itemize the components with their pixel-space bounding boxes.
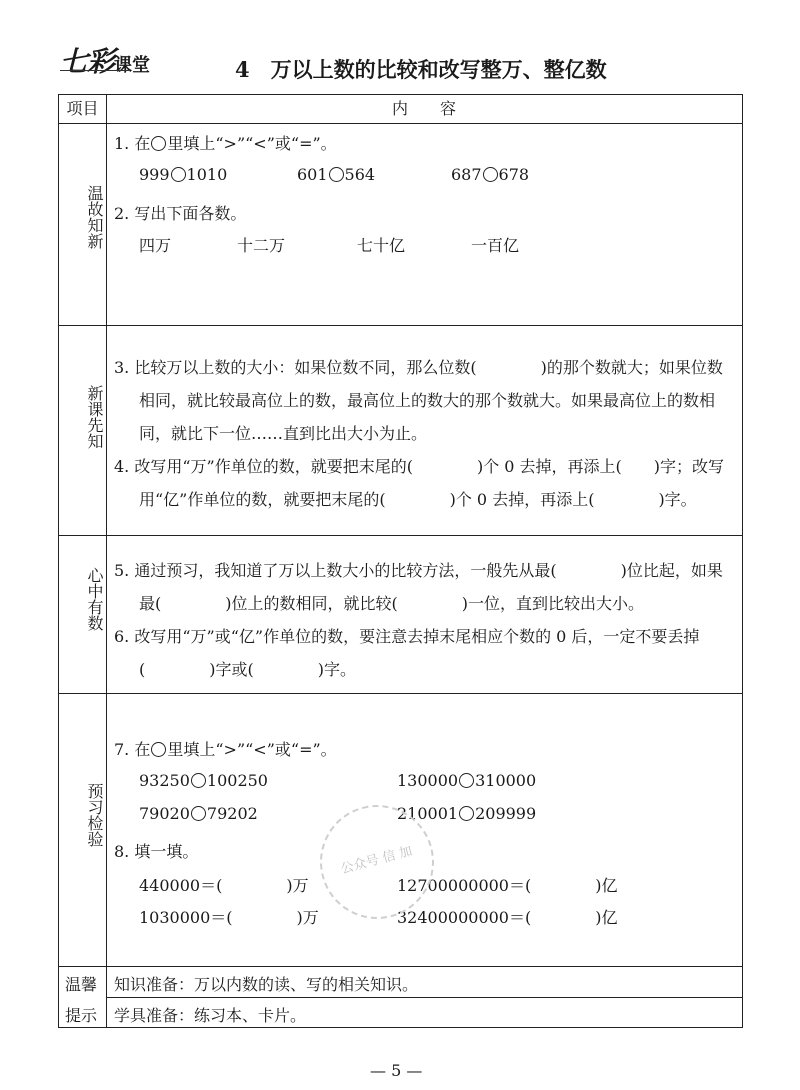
compare-item: 210001 209999 [397,804,537,823]
answer-circle-icon [191,806,206,821]
question-4-line-1: 4. 改写用“万”作单位的数，就要把末尾的( )个 0 去掉，再添上( )字；改写 [114,457,725,476]
section-label-preview: 新课先知 [85,385,104,449]
tip-divider [106,997,742,998]
answer-circle-icon [459,806,474,821]
number-word: 一百亿 [471,236,520,255]
header-content: 内 容 [391,99,456,118]
compare-item: 601 564 [297,165,376,184]
question-6-line-2: ( )字或( )字。 [139,660,356,679]
compare-item: 93250 100250 [139,771,268,790]
fill-item: 12700000000＝( )亿 [397,876,618,895]
number-word: 四万 [139,236,172,255]
section-label-review: 温故知新 [85,185,104,249]
tip-label-1: 温馨 [65,975,98,994]
answer-circle-icon [171,167,186,182]
question-2: 2. 写出下面各数。 [114,204,247,223]
tip-line-1: 知识准备：万以内数的读、写的相关知识。 [114,975,419,994]
tip-label-2: 提示 [65,1006,98,1025]
answer-circle-icon [151,742,166,757]
watermark-stamp: 公众号 信 加 [307,792,447,932]
question-7: 7. 在 里填上“>”“<”或“=”。 [114,740,337,759]
question-5-line-2: 最( )位上的数相同，就比较( )一位，直到比较出大小。 [139,594,644,613]
question-4-line-2: 用“亿”作单位的数，就要把末尾的( )个 0 去掉，再添上( )字。 [139,490,697,509]
row-divider [59,966,742,967]
compare-item: 687 678 [451,165,530,184]
compare-item: 130000 310000 [397,771,537,790]
number-word: 十二万 [237,236,286,255]
answer-circle-icon [483,167,498,182]
brand-part2: 课堂 [114,55,151,76]
fill-item: 32400000000＝( )亿 [397,908,618,927]
answer-circle-icon [151,136,166,151]
page-title: 4 万以上数的比较和改写整万、整亿数 [235,57,607,82]
compare-item: 79020 79202 [139,804,258,823]
number-word: 七十亿 [357,236,406,255]
section-label-check: 预习检验 [85,783,104,847]
brand-underline [60,70,130,71]
column-divider [106,95,107,1027]
question-3-line-3: 同，就比下一位……直到比出大小为止。 [139,424,428,443]
fill-item: 1030000＝( )万 [139,908,319,927]
question-3-line-1: 3. 比较万以上数的大小：如果位数不同，那么位数( )的那个数就大；如果位数 [114,358,723,377]
question-1: 1. 在 里填上“>”“<”或“=”。 [114,134,337,153]
brand-logo [60,40,150,80]
row-divider [59,325,742,326]
header-item: 项目 [66,99,99,118]
question-5-line-1: 5. 通过预习，我知道了万以上数大小的比较方法，一般先从最( )位比起，如果 [114,561,723,580]
section-label-summary: 心中有数 [85,567,104,631]
brand-part1: 七彩 [60,45,115,78]
page-number: — 5 — [370,1061,423,1080]
answer-circle-icon [329,167,344,182]
question-6-line-1: 6. 改写用“万”或“亿”作单位的数，要注意去掉末尾相应个数的 0 后，一定不要丢掉 [114,627,700,646]
question-8: 8. 填一填。 [114,842,199,861]
fill-item: 440000＝( )万 [139,876,309,895]
compare-item: 999 1010 [139,165,228,184]
row-divider [59,693,742,694]
row-divider [59,535,742,536]
answer-circle-icon [191,773,206,788]
answer-circle-icon [459,773,474,788]
question-3-line-2: 相同，就比较最高位上的数，最高位上的数大的那个数就大。如果最高位上的数相 [139,391,716,410]
tip-line-2: 学具准备：练习本、卡片。 [114,1006,307,1025]
row-divider [59,123,742,124]
